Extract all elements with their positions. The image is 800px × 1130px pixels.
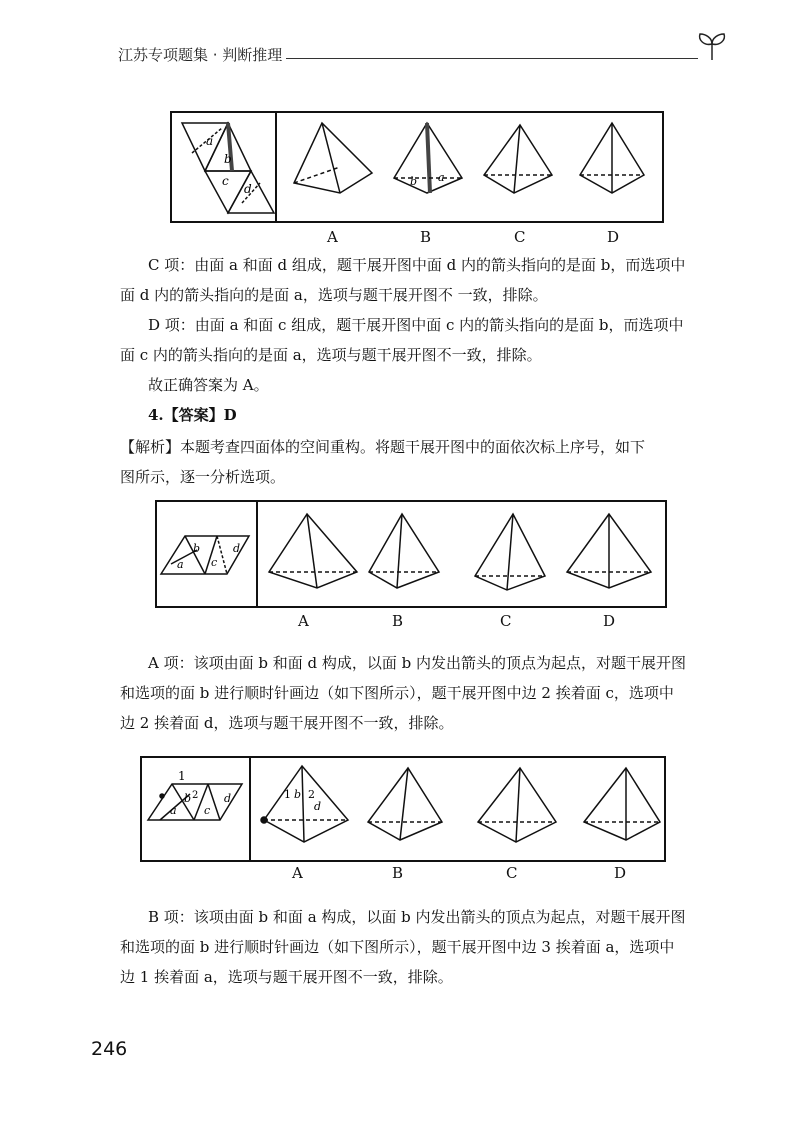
opt3a-label-1: 1 [284,788,291,801]
fig2-option-B: B [392,612,404,630]
c-item-line-1: C 项：由面 a 和面 d 组成，题干展开图中面 d 内的箭头指向的是面 b，而选项中 [148,256,686,274]
header-rule [286,58,698,59]
option-tetra-3A [261,766,348,842]
option-tetra-2D [567,514,651,588]
net2-label-d: d [233,542,241,555]
fig3-option-A: A [292,864,303,882]
a-item-line-1: A 项：该项由面 b 和面 d 构成，以面 b 内发出箭头的顶点为起点，对题干展开图 [148,654,687,672]
sprout-icon [694,30,730,64]
option-tetra-1B [394,123,462,193]
figure-3-drawing [142,758,664,860]
c-item-line-2: 面 d 内的箭头指向的是面 a，选项与题干展开图不 一致，排除。 [120,286,548,304]
net3-label-c: c [204,804,211,817]
option-tetra-3B [368,768,442,840]
net3-label-d: d [224,792,232,805]
a-item-line-3: 边 2 挨着面 d，选项与题干展开图不一致，排除。 [120,714,454,732]
opt3a-label-2: 2 [308,788,315,801]
fig1-option-B: B [420,228,432,246]
opt3a-label-b: b [294,788,302,801]
net-1 [182,123,274,213]
net2-label-c: c [211,556,218,569]
net1-label-d: d [244,182,252,196]
net1-label-b: b [224,152,232,166]
d-item-line-1: D 项：由面 a 和面 c 组成，题干展开图中面 c 内的箭头指向的是面 b，而选项中 [148,316,684,334]
net1-label-a: a [206,134,214,148]
page-number: 246 [91,1038,128,1060]
fig3-option-B: B [392,864,404,882]
b-item-line-1: B 项：该项由面 b 和面 a 构成，以面 b 内发出箭头的顶点为起点，对题干展开图 [148,908,686,926]
fig1-option-A: A [327,228,338,246]
fig2-option-D: D [603,612,616,630]
net2-label-b: b [193,542,201,555]
fig3-option-D: D [614,864,627,882]
fig1-option-D: D [607,228,620,246]
option-tetra-2C [475,514,545,590]
figure-3 [140,756,666,862]
net1-label-c: c [222,174,229,188]
opt1b-label-b: b [410,175,418,188]
net3-label-2: 2 [192,790,199,801]
q4-analysis-line-2: 图所示，逐一分析选项。 [120,468,286,486]
option-tetra-2B [369,514,439,588]
figure-1-drawing [172,113,662,221]
q4-answer: 4.【答案】D [148,406,237,424]
net3-label-a: a [170,804,177,817]
figure-2 [155,500,667,608]
net3-label-1: 1 [178,769,186,783]
running-header: 江苏专项题集 · 判断推理 [118,46,283,64]
opt1b-label-a: a [438,171,445,184]
figure-1 [170,111,664,223]
fig2-option-A: A [298,612,309,630]
option-tetra-2A [269,514,357,588]
fig1-option-C: C [514,228,526,246]
b-item-line-3: 边 1 挨着面 a，选项与题干展开图不一致，排除。 [120,968,453,986]
net3-label-b: b [184,792,192,805]
option-tetra-3C [478,768,556,842]
q4-analysis-line-1: 【解析】本题考查四面体的空间重构。将题干展开图中的面依次标上序号，如下 [120,438,646,456]
fig2-option-C: C [500,612,512,630]
a-item-line-2: 和选项的面 b 进行顺时针画边（如下图所示），题干展开图中边 2 挨着面 c，选项中 [120,684,674,702]
opt3a-label-d: d [314,800,322,813]
net2-label-a: a [177,558,184,571]
option-tetra-3D [584,768,660,840]
figure-2-drawing [157,502,665,606]
option-tetra-1A [294,123,372,193]
conclusion: 故正确答案为 A。 [148,376,269,394]
b-item-line-2: 和选项的面 b 进行顺时针画边（如下图所示），题干展开图中边 3 挨着面 a，选项中 [120,938,675,956]
d-item-line-2: 面 c 内的箭头指向的是面 a，选项与题干展开图不一致，排除。 [120,346,542,364]
fig3-option-C: C [506,864,518,882]
option-tetra-1C [484,125,552,193]
option-tetra-1D [580,123,644,193]
